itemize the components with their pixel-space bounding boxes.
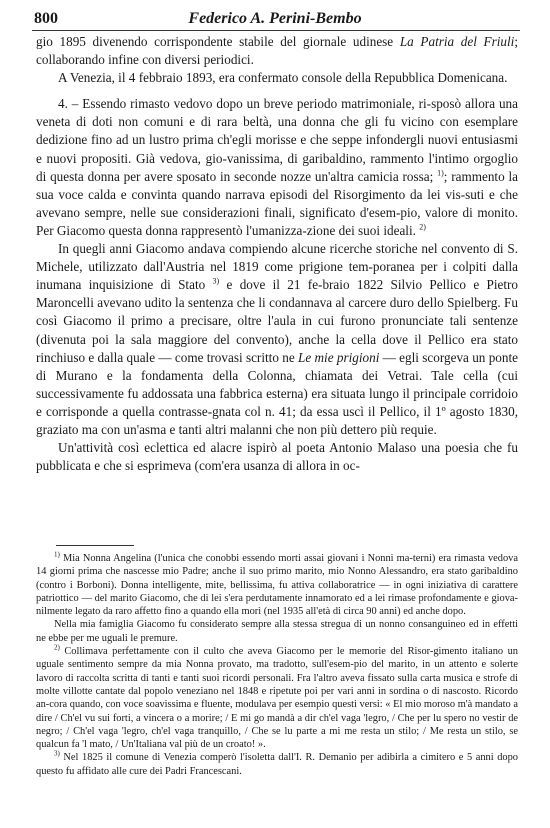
footnotes xyxy=(36,552,518,778)
running-head: Federico A. Perini-Bembo xyxy=(188,10,362,27)
paragraph-5: Un'attività così eclettica ed alacre ispirò al poeta Antonio Malaso una poesia che fu pubblicata e che si esprimeva (com'era usanza di allora in oc- xyxy=(36,440,518,474)
footnote-ref-2: 2) xyxy=(419,222,426,232)
book-title: Le mie prigioni xyxy=(298,349,380,365)
newspaper-title: La Patria del Friuli xyxy=(399,34,515,49)
footnote-ref-1: 1) xyxy=(437,168,444,178)
footnote-1: $^{1)}$ Mia Nonna Angelina (l'unica che conobbi essendo morti assai giovani i Nonni ma-terni) era rimasta vedova 14 giorni prima che nascesse mio Padre; anche il suo primo marito, mio Nonno Alessandro, era stato garibaldino (contro i Borboni). Donna intelligente, mite, bellissima, fu attiva collaboratrice — in ogni iniziativa di carattere patriottico — del marito Giacomo, che di lei s'era perdutamente innamorato ed a lei rimase profondamente e giova-nilmente legato da raro affetto fino a quando ella morì (nel 1935 all'età di circa 90 anni) ed anche dopo. xyxy=(36,550,518,618)
footnote-ref-3: 3) xyxy=(212,276,220,286)
footnote-rule xyxy=(56,545,134,546)
body-text xyxy=(36,33,518,475)
header-rule xyxy=(32,30,520,31)
footnote-2: $^{2)}$ Collimava perfettamente con il culto che aveva Giacomo per le memorie del Risor-gimento italiano un uguale sentimento sempre da mia Nonna provato, ma tradotto, sull'esem-pio del marito, in un attento e solerte lavoro di raccolta scritta di tanti e tanti suoi ricordi personali. Fra l'altro aveva fissato sulla carta musica e strofe di molte villotte cantate dal popolo veneziano nel 1848 e ripetute poi per vari anni in sordina o di nascosto. Ricordo an-cora quando, con voce soavissima e fluente, modulava per esempio questi versi: « El mio moroso m'à mandato a dire / Ch'el vu sui forti, a vincera o a morire; / E mi go mandà a dir ch'el vaga 'legro, / Che per lu spero no vestir de negro; / Ch'el vaga 'legro, ch'el vaga tranquillo, / Che se lu parte a mi me resta un stilo; / Me resta un stilo, se qualcun fa 'l mato, / Un'Italiana val più de un croato! ». xyxy=(36,643,518,751)
footnote-1-continued: Nella mia famiglia Giacomo fu considerato sempre alla stessa stregua di un nonno consanguineo ed in effetti ne ebbe per me uguali le premure. xyxy=(36,619,518,644)
paragraph-2: A Venezia, il 4 febbraio 1893, era confermato console della Repubblica Domenicana. xyxy=(58,70,508,86)
page-number: 800 xyxy=(34,10,58,27)
paragraph-4: In quegli anni Giacomo andava compiendo alcune ricerche storiche nel convento di S. Michele, utilizzato dall'Austria nel 1819 come prigione tem-poranea per i colpiti dalla inumana inquisizione di Stato $^{3)}$ e dove il 21 fe-braio 1822 Silvio Pellico e Pietro Maroncelli avevano udito la sentenza che li condannava al carcere duro dello Spielberg. Fu così Giacomo il primo a precisare, oltre l'aula in cui furono pronunciate tali sentenze (divenuta poi la sala maggiore del convento), anche la cella dove il Pellico era stato rinchiuso e dalla quale — come trovasi scritto ne Le mie prigioni — egli scorgeva un ponte di Murano e la fondamenta della Colonna, chiamata dei Vetrai. Tale cella (cui successivamente fu addossata una fabbrica esterna) era situata lungo il principale corridoio e corrisponde a quella contrasse-gnata col n. 41; da essa uscì il Pellico, il 1º agosto 1830, graziato ma con un'asma e tanti altri malanni che non più dettero più requie. xyxy=(36,241,519,437)
paragraph-1: gio 1895 divenendo corrispondente stabile del giornale udinese La Patria del Friuli; collaborando infine con diversi periodici. xyxy=(36,34,518,68)
paragraph-3: 4. – Essendo rimasto vedovo dopo un breve periodo matrimoniale, ri-sposò allora una veneta di doti non comuni e di rara beltà, una donna che gli fu vicino con esemplare dedizione fino ad un lustro prima ch'egli morisse e che seppe infondergli nuovi entusiasmi e nuovi propositi. Già vedova, gio-vanissima, di garibaldino, rammento l'intimo orgoglio di questa donna per avere sposato in seconde nozze un'altra camicia rossa; $^{1)}$; rammento la sua voce calda e convinta quando narrava episodi del Risorgimento da lei vis-suti e che avevano sempre, nelle sue considerazioni finali, significato d'esem-pio, valore di monito. Per Giacomo questa donna rappresentò l'umanizza-zione dei suoi ideali. $^{2)}$ xyxy=(36,96,518,238)
page-header xyxy=(34,10,516,30)
footnote-3: $^{3)}$ Nel 1825 il comune di Venezia comperò l'isoletta dall'I. R. Demanio per adibirla a cimitero e 5 anni dopo questo fu affidato alle cure dei Padri Francescani. xyxy=(36,749,518,777)
